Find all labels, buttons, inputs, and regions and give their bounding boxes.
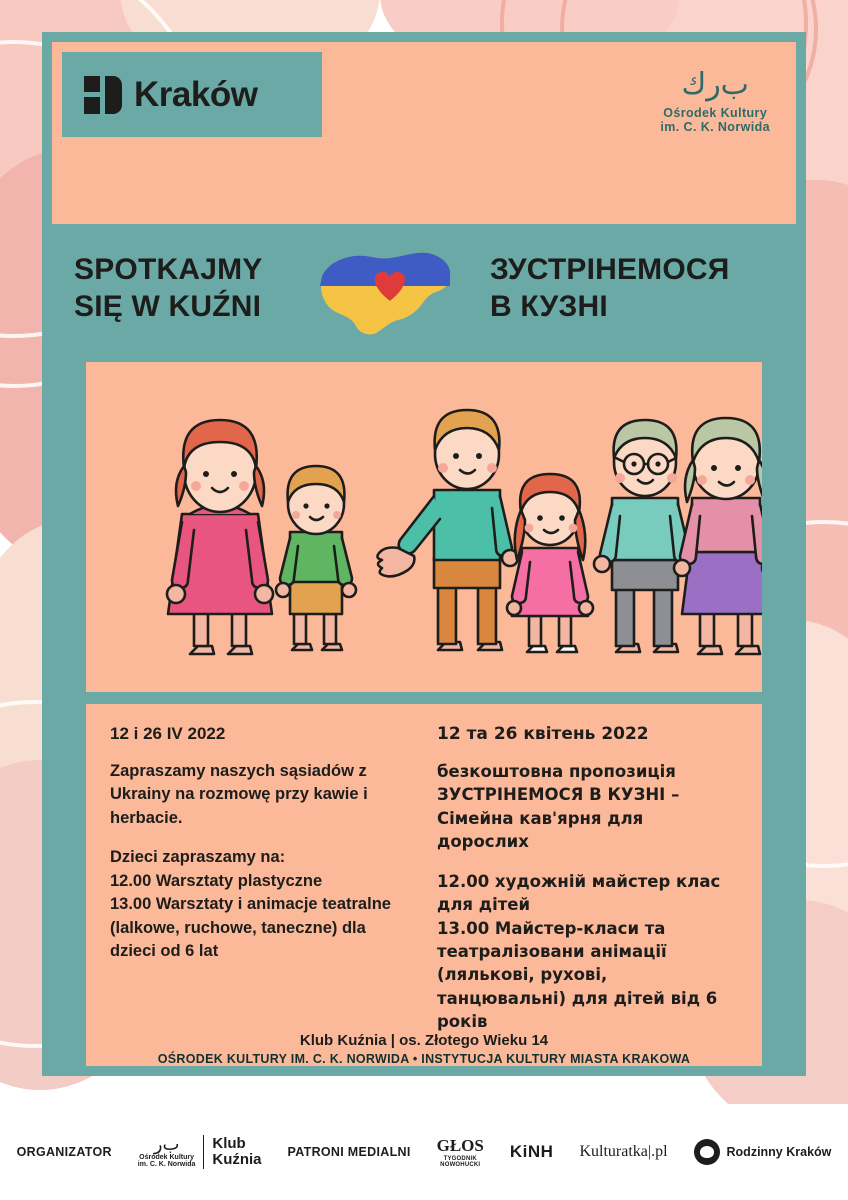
norwid-small-line2: im. C. K. Norwida — [137, 1161, 196, 1168]
ukrainian-p1-line3: Сімейна кав'ярня для дорослих — [437, 808, 644, 852]
poster-title-row — [42, 228, 806, 350]
figure-girl-pink-dress — [507, 474, 593, 652]
polish-workshop-1200: 12.00 Warsztaty plastyczne — [110, 871, 323, 890]
venue-line — [86, 1032, 762, 1034]
partners-bar — [0, 1104, 848, 1200]
partner-rodzinny-krakow — [694, 1139, 832, 1165]
family-group-illustration — [86, 362, 762, 692]
klub-kuznia-logo — [212, 1136, 261, 1168]
poster-footer: OŚRODEK KULTURY IM. C. K. NORWIDA • INSTYTUCJA KULTURY MIASTA KRAKOWA — [157, 1052, 691, 1066]
column-ukrainian — [437, 724, 738, 1050]
media-partners-label: PATRONI MEDIALNI — [287, 1145, 411, 1159]
norwid-logo — [660, 67, 770, 134]
krakow-logo-text: Kraków — [134, 75, 258, 114]
krakow-square-mark-icon — [84, 76, 122, 114]
title-polish — [42, 252, 310, 325]
figure-older-man-glasses — [594, 420, 696, 652]
title-ukrainian-line2: В КУЗНІ — [490, 290, 608, 323]
title-ukrainian-line1: ЗУСТРІНЕМОСЯ — [490, 253, 730, 287]
title-ukrainian — [460, 252, 806, 325]
figure-man-teal-shirt — [377, 410, 518, 650]
organizer-logo-norwid-kuznia — [138, 1135, 262, 1169]
figure-older-woman-purple — [674, 418, 762, 654]
ukrainian-workshop-1300: 13.00 Майстер-класи та театралізовани анімації (ляльковi, рухові, танцювальні) для дітей від 6 років — [437, 918, 718, 1032]
polish-workshop-1300: 13.00 Warsztaty i animacje teatralne (lalkowe, ruchowe, taneczne) dla dzieci od 6 lat — [110, 895, 391, 960]
title-polish-line1: SPOTKAJMY — [74, 253, 263, 287]
rodzinny-krakow-icon — [694, 1139, 720, 1165]
polish-paragraph-2 — [110, 846, 411, 963]
ukrainian-paragraph-1 — [437, 760, 738, 854]
klub-kuznia-line2: Kuźnia — [212, 1151, 262, 1168]
ukrainian-workshop-1200: 12.00 художній майстер клас для дітей — [437, 871, 721, 915]
klub-kuznia-line1: Klub — [212, 1135, 246, 1153]
poster-header — [52, 42, 796, 224]
glos-wordmark: GŁOS — [436, 1136, 484, 1155]
date-polish: 12 i 26 IV 2022 — [110, 724, 226, 743]
norwid-small-line1: Ośrodek Kultury — [139, 1154, 194, 1161]
polish-kids-intro: Dzieci zapraszamy na: — [110, 848, 286, 867]
norwid-logo-line1: Ośrodek Kultury — [663, 106, 768, 120]
column-polish — [110, 724, 411, 1050]
rodzinny-krakow-label: Rodzinny Kraków — [726, 1145, 832, 1159]
figure-boy-green-shirt — [276, 466, 356, 650]
norwid-calligraphy-icon: ب‌ر‌ك — [681, 67, 749, 102]
polish-paragraph-1: Zapraszamy naszych sąsiadów z Ukrainy na rozmowę przy kawie i herbacie. — [110, 762, 368, 827]
ukraine-map-with-heart-icon — [310, 234, 460, 344]
ukrainian-paragraph-2 — [437, 870, 738, 1034]
ukrainian-p1-line2: ЗУСТРІНЕМОСЯ В КУЗНІ – — [437, 785, 680, 805]
norwid-logo-line2: im. C. K. Norwida — [660, 120, 770, 134]
organizer-label: ORGANIZATOR — [16, 1145, 112, 1159]
krakow-city-logo — [62, 52, 322, 137]
figure-woman-red-hair — [167, 420, 273, 654]
ukrainian-p1-line1: безкоштовна пропозиція — [437, 762, 676, 781]
norwid-small-logo — [138, 1136, 196, 1168]
poster — [42, 32, 806, 1076]
logo-divider — [203, 1135, 204, 1169]
glos-sub-line2: NOWOHUCKI — [440, 1162, 481, 1168]
partner-kulturatka: Kulturatka|.pl — [579, 1143, 668, 1160]
partner-kinh: KiNH — [509, 1142, 554, 1161]
glos-sub-line1: TYGODNIK — [443, 1156, 477, 1162]
poster-text-band — [86, 704, 762, 1066]
partner-glos-tygodnik-nowohucki — [437, 1136, 484, 1168]
norwid-calligraphy-icon: ب‌ر — [153, 1134, 180, 1155]
title-polish-line2: SIĘ W KUŹNI — [74, 290, 262, 323]
date-ukrainian: 12 та 26 квітень 2022 — [437, 724, 649, 744]
